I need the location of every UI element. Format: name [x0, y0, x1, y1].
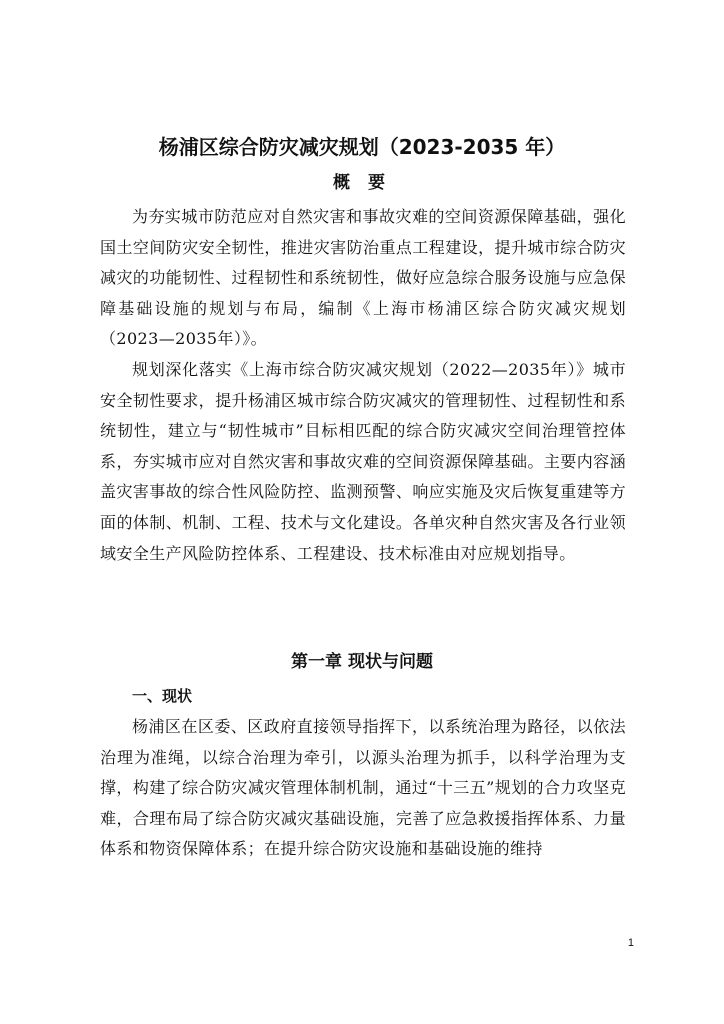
section-paragraph-1: 杨浦区在区委、区政府直接领导指挥下，以系统治理为路径，以依法治理为准绳，以综合治理为牵引，以源头治理为抓手，以科学治理为支撑，构建了综合防灾减灾管理体制机制，通过“十三五”规划的合力攻坚克难，合理布局了综合防灾减灾基础设施，完善了应急救援指挥体系、力量体系和物资保障体系；在提升综合防灾设施和基础设施的维持 [100, 717, 626, 859]
summary-paragraph-1: 为夯实城市防范应对自然灾害和事故灾难的空间资源保障基础，强化国土空间防灾安全韧性，推进灾害防治重点工程建设，提升城市综合防灾减灾的功能韧性、过程韧性和系统韧性，做好应急综合服务设施与应急保障基础设施的规划与布局，编制《上海市杨浦区综合防灾减灾规划（2023—2035年）》。 [100, 207, 626, 349]
summary-heading: 概 要 [333, 173, 391, 193]
summary-paragraph-2: 规划深化落实《上海市综合防灾减灾规划（2022—2035年）》城市安全韧性要求，提升杨浦区城市综合防灾减灾的管理韧性、过程韧性和系统韧性，建立与“韧性城市”目标相匹配的综合防灾减灾空间治理管控体系，夯实城市应对自然灾害和事故灾难的空间资源保障基础。主要内容涵盖灾害事故的综合性风险防控、监测预警、响应实施及灾后恢复重建等方面的体制、机制、工程、技术与文化建设。各单灾种自然灾害及各行业领域安全生产风险防控体系、工程建设、技术标准由对应规划指导。 [100, 359, 626, 563]
page-number: 1 [627, 937, 634, 949]
section-body [100, 712, 626, 865]
section-title: 一、现状 [132, 687, 193, 705]
document-title: 杨浦区综合防灾减灾规划（2023-2035 年） [158, 135, 566, 159]
summary-body [100, 202, 626, 569]
chapter-title: 第一章 现状与问题 [291, 652, 433, 672]
